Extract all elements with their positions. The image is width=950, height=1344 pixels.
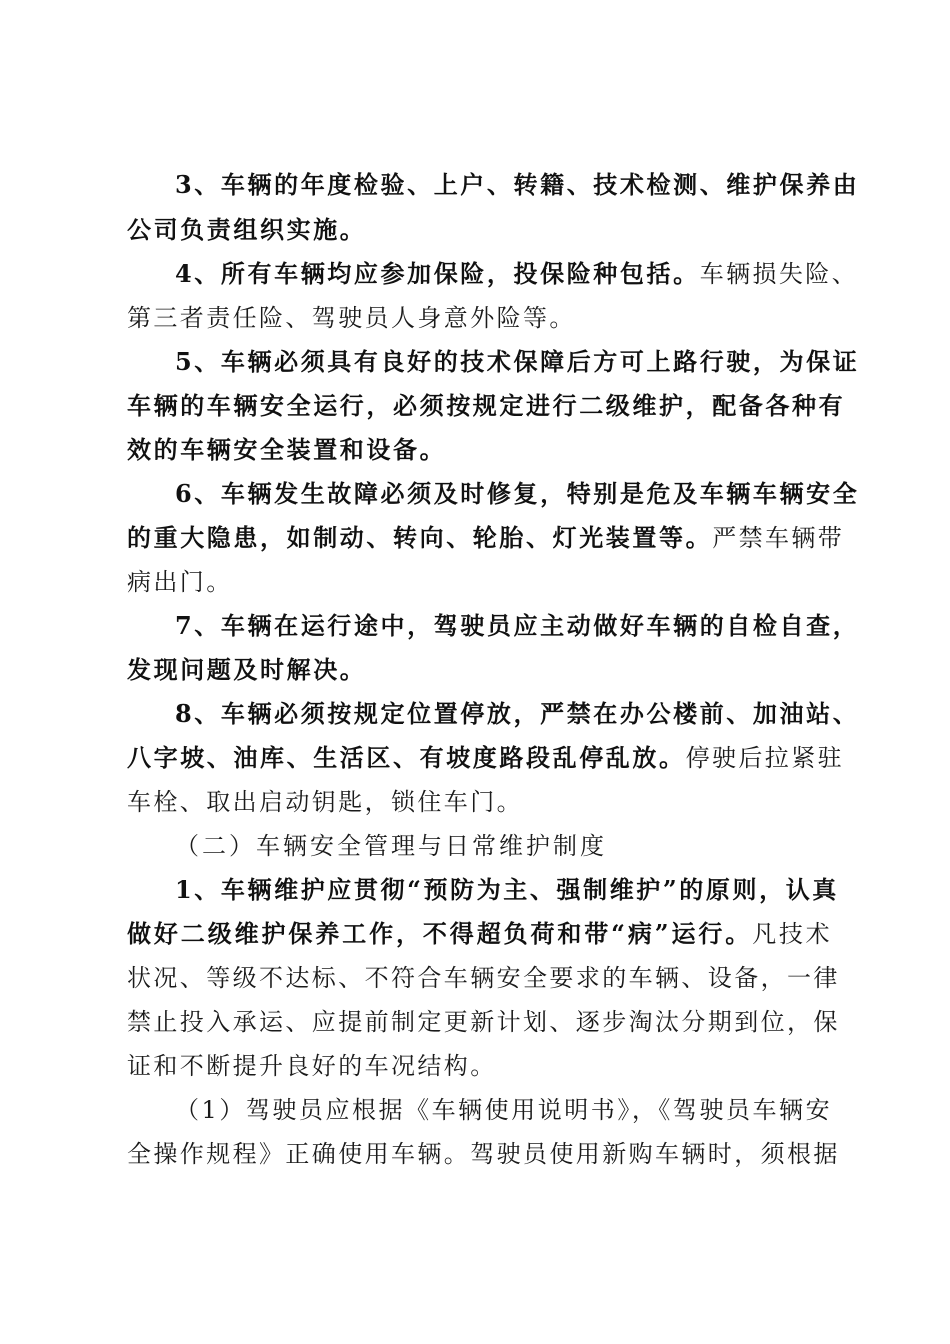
normal-text: 病出门。 bbox=[127, 568, 233, 596]
section-heading-text: （二）车辆安全管理与日常维护制度 bbox=[175, 832, 607, 860]
normal-text: （1）驾驶员应根据《车辆使用说明书》，《驾驶员车辆安 bbox=[175, 1096, 832, 1124]
bold-text: 发现问题及时解决。 bbox=[127, 655, 367, 684]
normal-text: 禁止投入承运、应提前制定更新计划、逐步淘汰分期到位，保 bbox=[127, 1008, 840, 1036]
section-heading bbox=[175, 826, 880, 866]
paragraph-3-line-1 bbox=[175, 165, 860, 205]
paragraph-3-line-2 bbox=[127, 210, 832, 250]
normal-text: 凡技术 bbox=[752, 920, 833, 948]
normal-text: 停驶后拉紧驻 bbox=[685, 744, 845, 772]
rule-1-line-3 bbox=[127, 958, 840, 998]
paragraph-4-line-1 bbox=[175, 254, 859, 294]
normal-text: 第三者责任险、驾驶员人身意外险等。 bbox=[127, 304, 576, 332]
normal-text: 车栓、取出启动钥匙，锁住车门。 bbox=[127, 788, 523, 816]
paragraph-5-line-3 bbox=[127, 430, 832, 470]
bold-text: 6、车辆发生故障必须及时修复，特别是危及车辆车辆安全 bbox=[175, 479, 860, 508]
paragraph-6-line-2 bbox=[127, 518, 845, 558]
paragraph-8-line-1 bbox=[175, 694, 860, 734]
bold-text: 做好二级维护保养工作，不得超负荷和带“病”运行。 bbox=[127, 919, 753, 948]
paragraph-6-line-3 bbox=[127, 562, 832, 602]
bold-text: 4、所有车辆均应参加保险，投保险种包括。 bbox=[175, 259, 700, 288]
subrule-1-line-2 bbox=[127, 1134, 840, 1174]
bold-text: 车辆的车辆安全运行，必须按规定进行二级维护，配备各种有 bbox=[127, 391, 846, 420]
bold-text: 的重大隐患，如制动、转向、轮胎、灯光装置等。 bbox=[127, 523, 713, 552]
paragraph-8-line-3 bbox=[127, 782, 832, 822]
rule-1-line-5 bbox=[127, 1046, 832, 1086]
bold-text: 8、车辆必须按规定位置停放，严禁在办公楼前、加油站、 bbox=[175, 699, 860, 728]
normal-text: 严禁车辆带 bbox=[712, 524, 845, 552]
paragraph-7-line-1 bbox=[175, 606, 860, 646]
rule-1-line-1 bbox=[175, 870, 839, 910]
normal-text: 全操作规程》正确使用车辆。驾驶员使用新购车辆时，须根据 bbox=[127, 1140, 840, 1168]
bold-text: 公司负责组织实施。 bbox=[127, 215, 367, 244]
normal-text: 车辆损失险、 bbox=[699, 260, 859, 288]
paragraph-6-line-1 bbox=[175, 474, 860, 514]
paragraph-4-line-2 bbox=[127, 298, 832, 338]
normal-text: 状况、等级不达标、不符合车辆安全要求的车辆、设备，一律 bbox=[127, 964, 840, 992]
bold-text: 1、车辆维护应贯彻“预防为主、强制维护”的原则，认真 bbox=[175, 875, 839, 904]
bold-text: 7、车辆在运行途中，驾驶员应主动做好车辆的自检自查， bbox=[175, 611, 860, 640]
bold-text: 效的车辆安全装置和设备。 bbox=[127, 435, 447, 464]
paragraph-8-line-2 bbox=[127, 738, 845, 778]
rule-1-line-4 bbox=[127, 1002, 840, 1042]
rule-1-line-2 bbox=[127, 914, 832, 954]
paragraph-5-line-1 bbox=[175, 342, 860, 382]
paragraph-7-line-2 bbox=[127, 650, 832, 690]
bold-text: 5、车辆必须具有良好的技术保障后方可上路行驶，为保证 bbox=[175, 347, 860, 376]
subrule-1-line-1 bbox=[175, 1090, 832, 1130]
bold-text: 3、车辆的年度检验、上户、转籍、技术检测、维护保养由 bbox=[175, 170, 860, 199]
normal-text: 证和不断提升良好的车况结构。 bbox=[127, 1052, 497, 1080]
paragraph-5-line-2 bbox=[127, 386, 846, 426]
bold-text: 八字坡、油库、生活区、有坡度路段乱停乱放。 bbox=[127, 743, 686, 772]
